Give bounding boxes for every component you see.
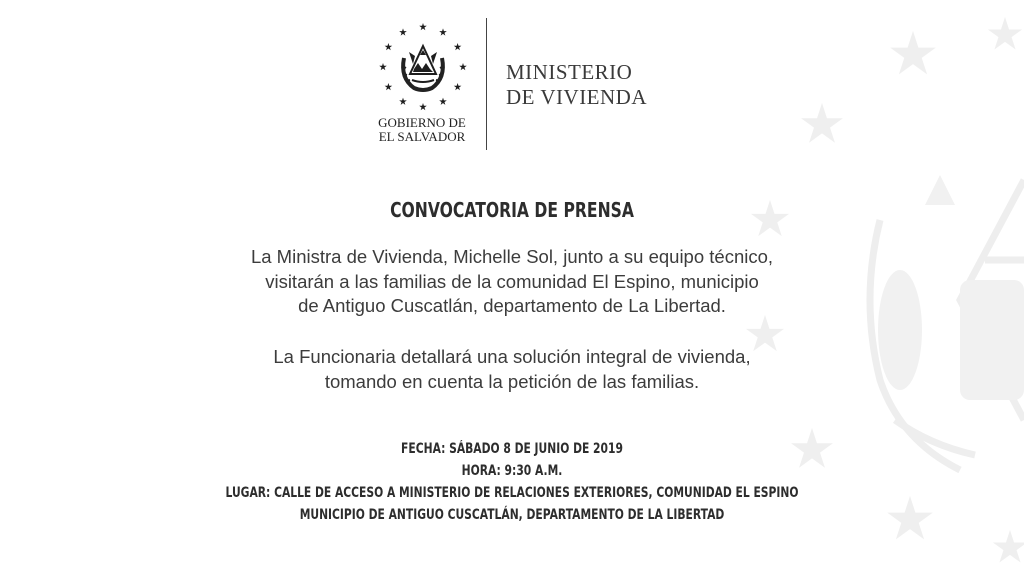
event-location-line-1: LUGAR: CALLE DE ACCESO A MINISTERIO DE RELACIONES EXTERIORES, COMUNIDAD EL ESPINO: [225, 485, 799, 501]
ministry-name-line-1: MINISTERIO: [506, 60, 633, 84]
el-salvador-coat-of-arms-icon: [378, 22, 468, 112]
header-divider: [486, 18, 487, 150]
event-details: [133, 438, 891, 526]
ministry-name: [506, 60, 647, 110]
event-date: FECHA: SÁBADO 8 DE JUNIO DE 2019: [401, 441, 623, 457]
paragraph-line: La Funcionaria detallará una solución integral de vivienda,: [273, 346, 751, 367]
ministry-name-line-2: DE VIVIENDA: [506, 85, 648, 109]
paragraph-line: La Ministra de Vivienda, Michelle Sol, junto a su equipo técnico,: [250, 246, 774, 267]
paragraph-line: de Antiguo Cuscatlán, departamento de La Libertad.: [298, 295, 726, 316]
document-title: CONVOCATORIA DE PRENSA: [390, 198, 634, 222]
government-name: [362, 116, 482, 144]
event-time: HORA: 9:30 A.M.: [461, 463, 563, 479]
paragraph-line: visitarán a las familias de la comunidad El Espino, municipio: [265, 270, 759, 292]
header: [0, 0, 1024, 160]
paragraph-line: tomando en cuenta la petición de las familias.: [324, 370, 700, 392]
event-location-line-2: MUNICIPIO DE ANTIGUO CUSCATLÁN, DEPARTAMENTO DE LA LIBERTAD: [299, 507, 725, 523]
government-name-line-1: GOBIERNO DE: [378, 115, 466, 130]
paragraph-announcement: [100, 245, 924, 319]
paragraph-details: [100, 345, 924, 394]
government-name-line-2: EL SALVADOR: [378, 129, 466, 144]
